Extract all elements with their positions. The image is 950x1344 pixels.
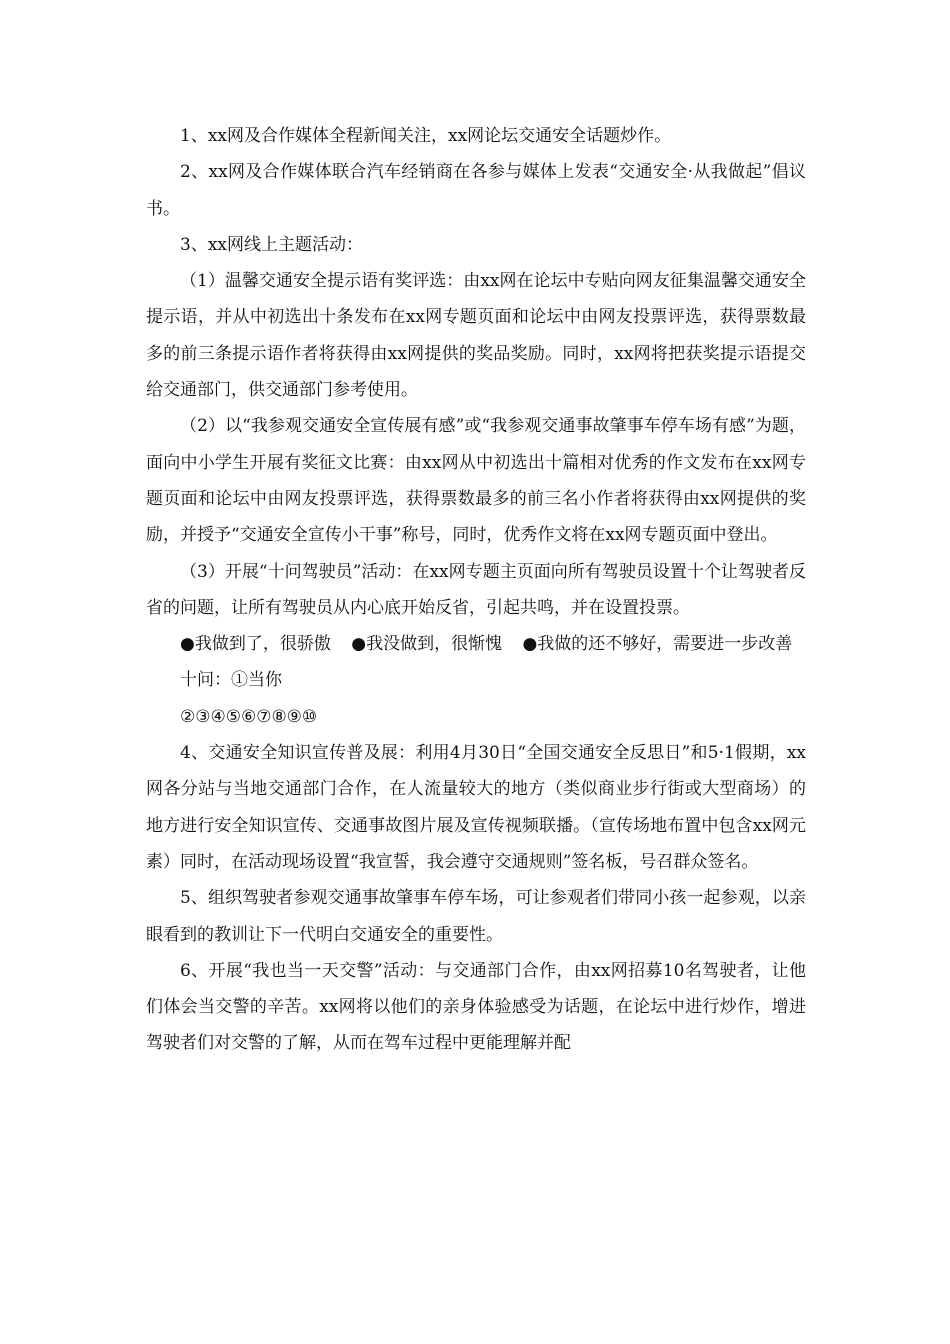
paragraph-3: 3、xx网线上主题活动： [180,234,363,255]
vote-option-2: ●我没做到，很惭愧 [351,634,503,655]
paragraph-3-1: （1）温馨交通安全提示语有奖评选：由xx网在论坛中专贴向网友征集温馨交通安全提示语，并从中初选出十条发布在xx网专题页面和论坛中由网友投票评选，获得票数最多的前三条提示语作者将获得由xx网提供的奖品奖励。同时，xx网将把获奖提示语提交给交通部门，供交通部门参考使用。 [146,271,806,401]
paragraph-6: 6、开展“我也当一天交警”活动：与交通部门合作，由xx网招募10名驾驶者，让他们体会当交警的辛苦。xx网将以他们的亲身体验感受为话题，在论坛中进行炒作，增进驾驶者们对交警的了解，从而在驾车过程中更能理解并配 [146,960,806,1054]
paragraph-3-2: （2）以“我参观交通安全宣传展有感”或“我参观交通事故肇事车停车场有感”为题，面向中小学生开展有奖征文比赛：由xx网从中初选出十篇相对优秀的作文发布在xx网专题页面和论坛中由网友投票评选，获得票数最多的前三名小作者将获得由xx网提供的奖励，并授予“交通安全宣传小干事”称号，同时，优秀作文将在xx网专题页面中登出。 [146,416,806,546]
ten-questions-numbers: ②③④⑤⑥⑦⑧⑨⑩ [180,706,318,727]
paragraph-3-3: （3）开展“十问驾驶员”活动：在xx网专题主页面向所有驾驶员设置十个让驾驶者反省的问题，让所有驾驶员从内心底开始反省，引起共鸣，并在设置投票。 [146,561,806,618]
ten-questions-label: 十问：①当你 [180,670,282,691]
paragraph-4: 4、交通安全知识宣传普及展：利用4月30日“全国交通安全反思日”和5·1假期，xx网各分站与当地交通部门合作，在人流量较大的地方（类似商业步行街或大型商场）的地方进行安全知识宣传、交通事故图片展及宣传视频联播。（宣传场地布置中包含xx网元素）同时，在活动现场设置“我宣誓，我会遵守交通规则”签名板，号召群众签名。 [146,743,806,872]
paragraph-1: 1、xx网及合作媒体全程新闻关注，xx网论坛交通安全话题炒作。 [180,126,672,146]
vote-option-3: ●我做的还不够好，需要进一步改善 [522,634,793,655]
document-body [146,118,806,1062]
paragraph-2: 2、xx网及合作媒体联合汽车经销商在各参与媒体上发表“交通安全·从我做起”倡议书。 [146,162,806,219]
paragraph-5: 5、组织驾驶者参观交通事故肇事车停车场，可让参观者们带同小孩一起参观，以亲眼看到的教训让下一代明白交通安全的重要性。 [146,888,806,945]
vote-options [146,626,806,662]
vote-option-1: ●我做到了，很骄傲 [180,634,331,655]
